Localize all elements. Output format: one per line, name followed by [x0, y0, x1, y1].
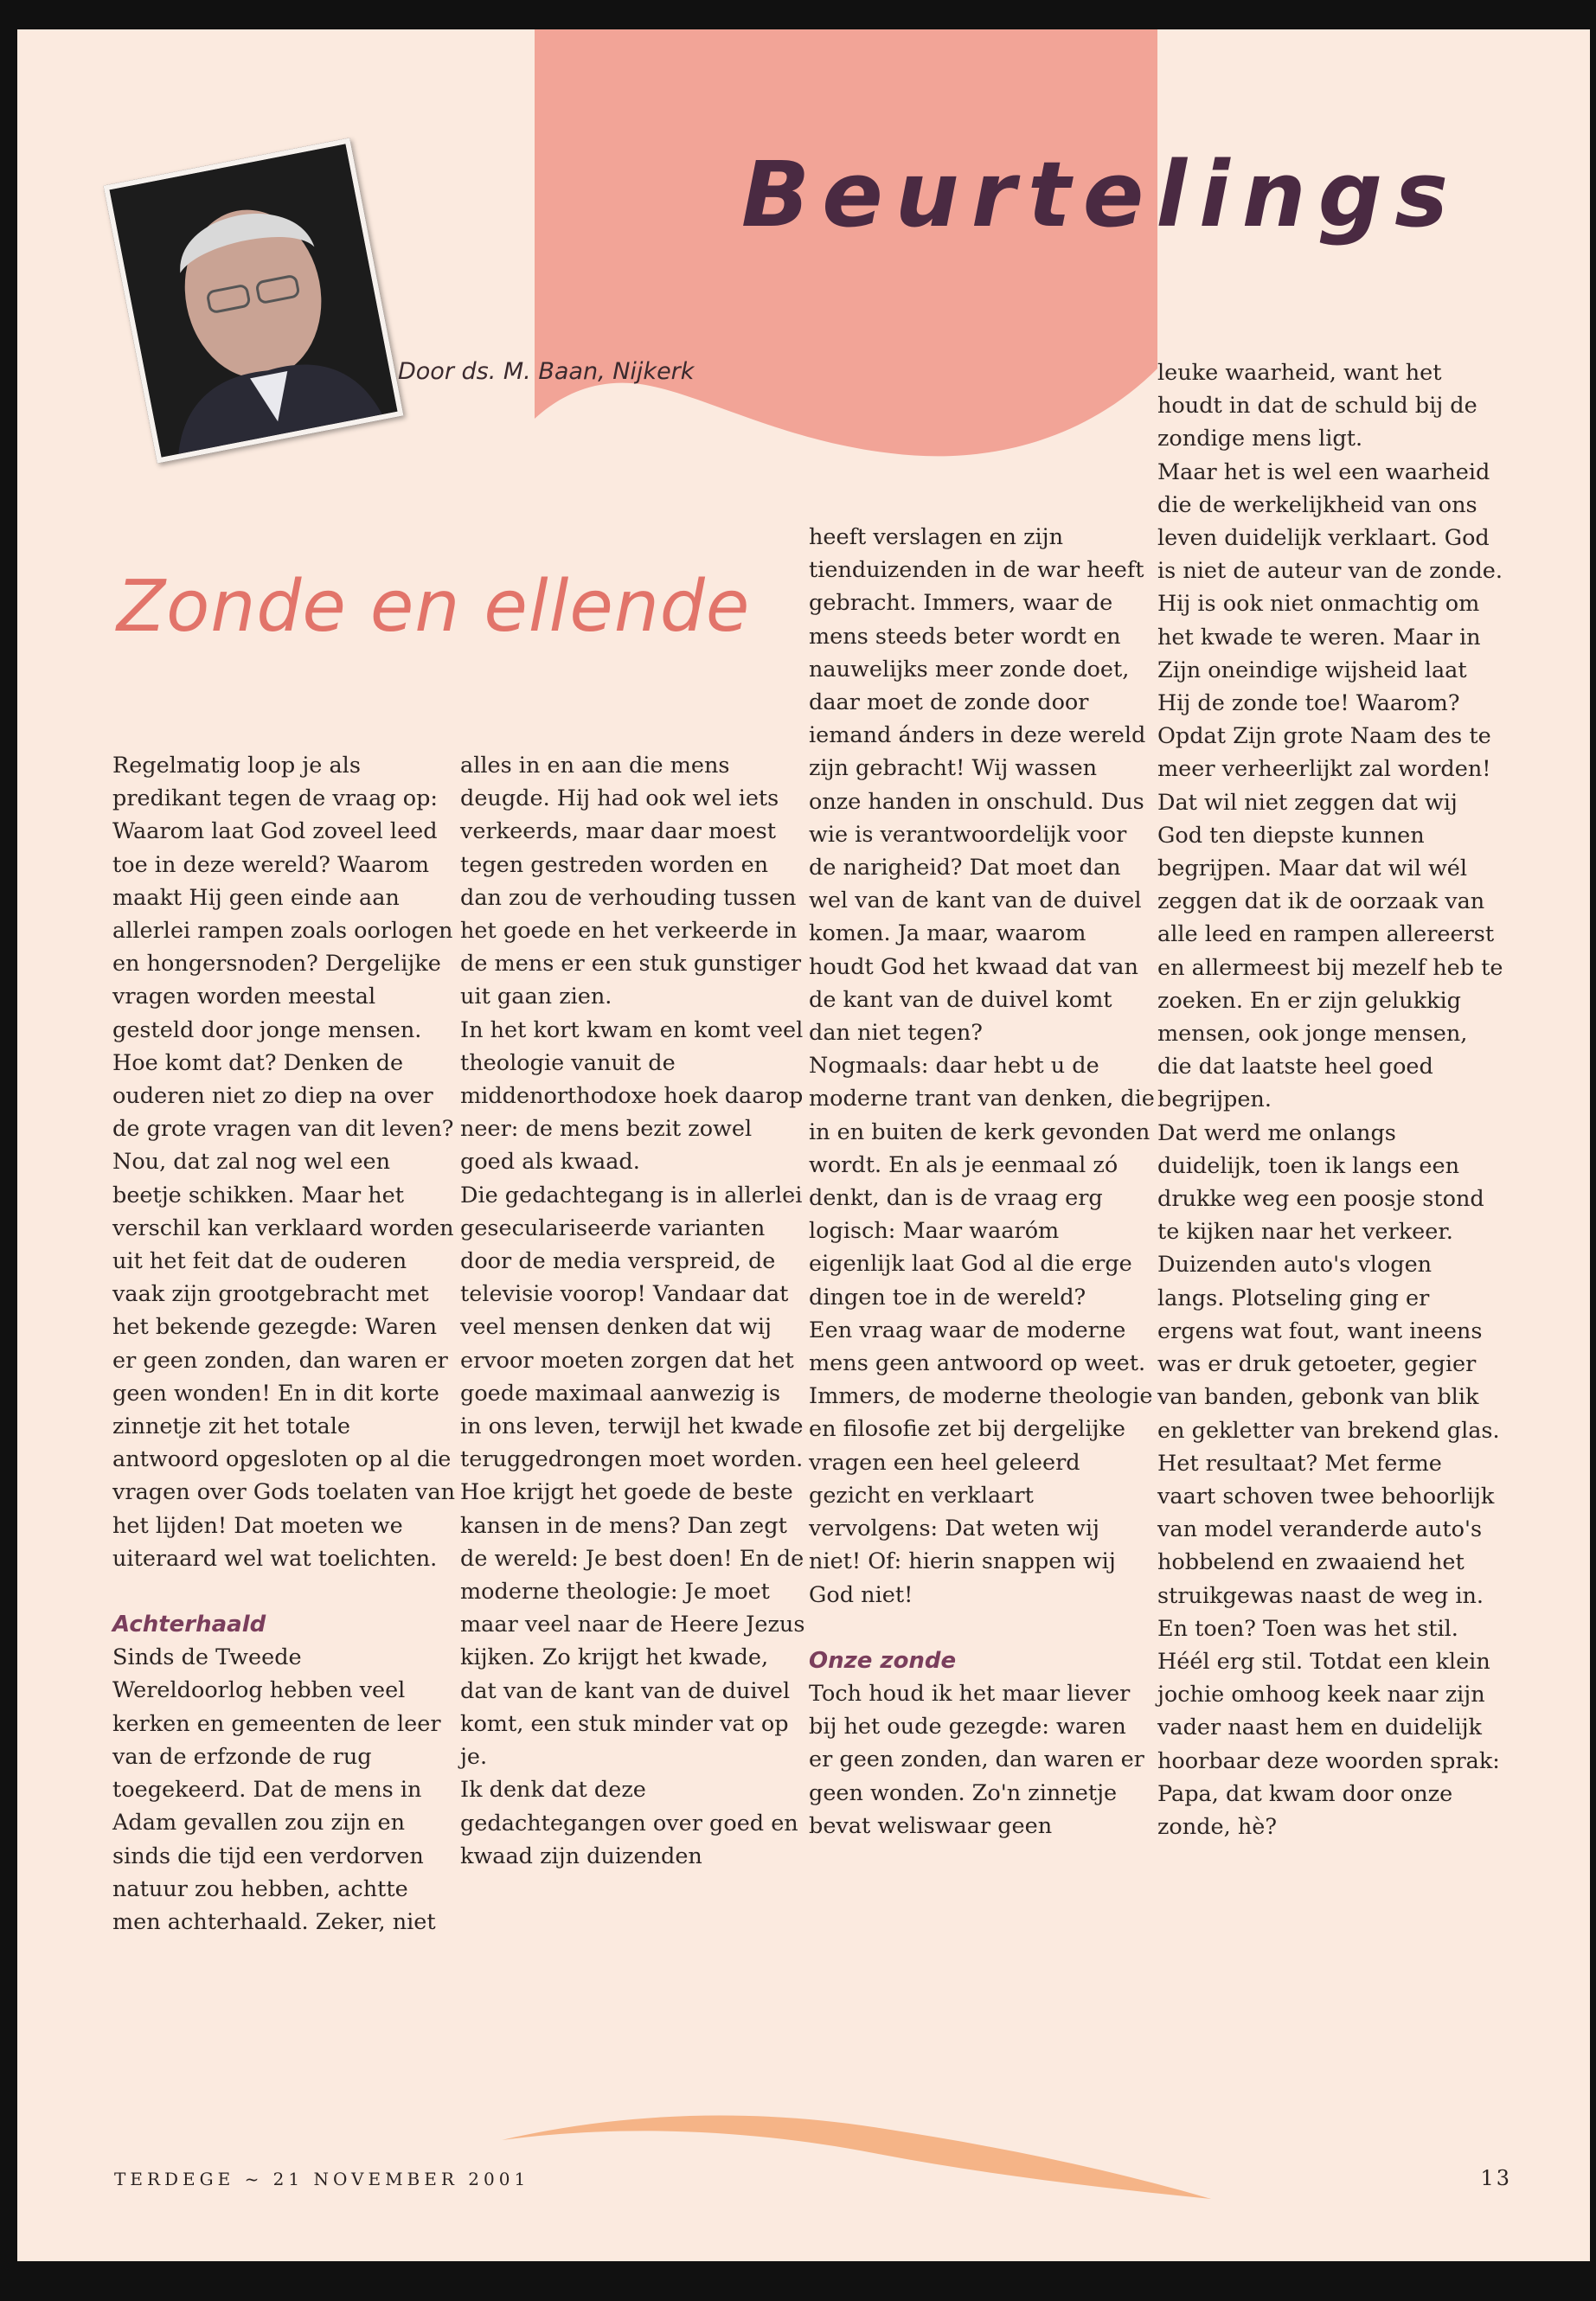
decorative-swoosh [502, 2106, 1211, 2201]
article-title: Zonde en ellende [117, 566, 751, 648]
article-column-3 [809, 521, 1155, 1843]
article-column-2 [460, 749, 806, 1873]
paragraph: Sinds de Tweede Wereldoorlog hebben veel kerken en gemeenten de leer van de erfzonde de rug toegekeerd. Dat de mens in Adam gevallen zou zijn en sinds die tijd een verdorven natuur zou hebben, achtte men achterhaald. Zeker, niet [112, 1644, 441, 1935]
paragraph: leuke waarheid, want het houdt in dat de schuld bij de zondige mens ligt. [1157, 360, 1477, 452]
paragraph: Regelmatig loop je als predikant tegen de vraag op: Waarom laat God zoveel leed toe in deze wereld? Waarom maakt Hij geen einde aan allerlei rampen zoals oorlogen en hongersnoden? Dergelijke vragen worden meestal gesteld door jonge mensen. Hoe komt dat? Denken de ouderen niet zo diep na over de grote vragen van dit leven? Nou, dat zal nog wel een beetje schikken. Maar het verschil kan verklaard worden uit het feit dat de ouderen vaak zijn grootgebracht met het bekende gezegde: Waren er geen zonden, dan waren er geen wonden! En in dit korte zinnetje zit het totale antwoord opgesloten op al die vragen over Gods toelaten van het lijden! Dat moeten we uiteraard wel wat toelichten. [112, 753, 456, 1572]
paragraph: Dat werd me onlangs duidelijk, toen ik langs een drukke weg een poosje stond te kijken naar het verkeer. Duizenden auto's vlogen langs. Plotseling ging er ergens wat fout, want ineens was er druk getoeter, gegier van banden, gebonk van blik en gekletter van brekend glas. Het resultaat? Met ferme vaart schoven twee behoorlijk van model veranderde auto's hobbelend en zwaaiend het struikgewas naast de weg in. En toen? Toen was het stil. Héél erg stil. Totdat een klein jochie omhoog keek naar zijn vader naast hem en duidelijk hoorbaar deze woorden sprak: Papa, dat kwam door onze zonde, hè? [1157, 1119, 1500, 1840]
paragraph: Een vraag waar de moderne mens geen antwoord op weet. Immers, de moderne theologie en filosofie zet bij dergelijke vragen een heel geleerd gezicht en verklaart vervolgens: Dat weten wij niet! Of: hierin snappen wij God niet! [809, 1317, 1153, 1608]
subheading-achterhaald: Achterhaald [112, 1612, 266, 1638]
article-column-4 [1157, 356, 1503, 1843]
paragraph: heeft verslagen en zijn tienduizenden in de war heeft gebracht. Immers, waar de mens steeds beter wordt en nauwelijks meer zonde doet, daar moet de zonde door iemand ánders in deze wereld zijn gebracht! Wij wassen onze handen in onschuld. Dus wie is verantwoordelijk voor de narigheid? Dat moet dan wel van de kant van de duivel komen. Ja maar, waarom houdt God het kwaad dat van de kant van de duivel komt dan niet tegen? [809, 524, 1146, 1047]
paragraph: Maar het is wel een waarheid die de werkelijkheid van ons leven duidelijk verklaart. God is niet de auteur van de zonde. Hij is ook niet onmachtig om het kwade te weren. Maar in Zijn oneindige wijsheid laat Hij de zonde toe! Waarom? Opdat Zijn grote Naam des te meer verheerlijkt zal worden! Dat wil niet zeggen dat wij God ten diepste kunnen begrijpen. Maar dat wil wél zeggen dat ik de oorzaak van alle leed en rampen allereerst en allermeest bij mezelf heb te zoeken. En er zijn gelukkig mensen, ook jonge mensen, die dat laatste heel goed begrijpen. [1157, 458, 1503, 1113]
subheading-onze-zonde: Onze zonde [809, 1647, 957, 1674]
article-column-1 [112, 749, 458, 1939]
publication-footer: TERDEGE ~ 21 NOVEMBER 2001 [114, 2169, 530, 2189]
paragraph: Ik denk dat deze gedachtegangen over goed en kwaad zijn duizenden [460, 1777, 798, 1869]
paragraph: Die gedachtegang is in allerlei geseculariseerde varianten door de media verspreid, de televisie voorop! Vandaar dat veel mensen denken dat wij ervoor moeten zorgen dat het goede maximaal aanwezig is in ons leven, terwijl het kwade teruggedrongen moet worden. Hoe krijgt het goede de beste kansen in de mens? Dan zegt de wereld: Je best doen! En de moderne theologie: Je moet maar veel naar de Heere Jezus kijken. Zo krijgt het kwade, dat van de kant van de duivel komt, een stuk minder vat op je. [460, 1182, 805, 1771]
paragraph: Nogmaals: daar hebt u de moderne trant van denken, die in en buiten de kerk gevonden wordt. En als je eenmaal zó denkt, dan is de vraag erg logisch: Maar waaróm eigenlijk laat God al die erge dingen toe in de wereld? [809, 1053, 1155, 1311]
page-number: 13 [1480, 2166, 1512, 2190]
author-photo [103, 138, 403, 463]
section-title: Beurtelings [740, 142, 1460, 247]
article-byline: Door ds. M. Baan, Nijkerk [398, 358, 695, 385]
paragraph: Toch houd ik het maar liever bij het oude gezegde: waren er geen zonden, dan waren er geen wonden. Zo'n zinnetje bevat weliswaar geen [809, 1680, 1144, 1839]
magazine-page [17, 29, 1590, 2261]
paragraph: alles in en aan die mens deugde. Hij had ook wel iets verkeerds, maar daar moest tegen gestreden worden en dan zou de verhouding tussen het goede en het verkeerde in de mens er een stuk gunstiger uit gaan zien. [460, 753, 802, 1010]
paragraph: In het kort kwam en komt veel theologie vanuit de middenorthodoxe hoek daarop neer: de mens bezit zowel goed als kwaad. [460, 1016, 804, 1176]
